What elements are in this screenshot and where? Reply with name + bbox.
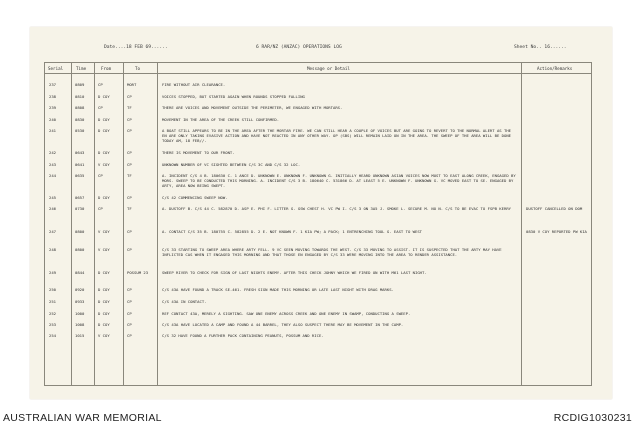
log-message: A. INCIDENT C/S 4 B. 180630 C. 1 ANCE D. UNKNOWN E. UNKNOWN F. UNKNOWN G. INITIALLY HEARD UNKNOWN ASIAN VOICES NOW MUST TO EAST ALONG CREEK, ENGAGED BY MORS. SWEEP TO BE CONDUCTED THIS MORNING. A. INCIDENT C/S 3 B. 180640 C. 531866 D. AT LEAST 5 E. UNKNOWN F. UNKNOWN G. VC MOVED EAST TO SE. ENGAGED BY ARTY, AREA NOW BEING SWEPT.	[162, 173, 516, 188]
log-to: CP	[127, 128, 132, 133]
log-message: THERE IS MOVEMENT TO OUR FRONT.	[162, 150, 235, 155]
log-time: 0635	[75, 173, 85, 178]
log-from: D COY	[98, 287, 110, 292]
log-message: UNKNOWN NUMBER OF VC SIGHTED BETWEEN C/S 3C AND C/S 32 LOC.	[162, 162, 301, 167]
log-to: POSSUM 23	[127, 270, 149, 275]
log-from: CP	[98, 82, 103, 87]
log-message: C/S 43A HAVE FOUND A TRACK SE.461. FRESH SIGN MADE THIS MORNING OR LATE LAST NIGHT WITH DRAG MARKS.	[162, 287, 394, 292]
sheet-number: Sheet No.. 16......	[514, 45, 567, 50]
col-from: From	[101, 66, 112, 71]
log-to: TF	[127, 105, 132, 110]
log-message: C/S 33 STARTING TO SWEEP AREA WHERE ARTY FELL. 9 VC SEEN MOVING TOWARDS THE WEST. C/S 33 MOVING TO ASSIST. IT IS SUSPECTED THAT THE ARTY MAY HAVE INFLICTED CAS WHEN IT ENGAGED THIS MORNING AND THAT THOSE EN ENGAGED BY C/S 33 WERE MOVING INTO THE AREA TO RENDER ASSISTANCE.	[162, 247, 502, 257]
log-time: 0730	[75, 206, 85, 211]
log-serial: 243	[49, 162, 57, 167]
col-action: Action/Remarks	[537, 66, 573, 71]
log-from: D COY	[98, 195, 110, 200]
log-from: D COY	[98, 150, 110, 155]
log-from: D COY	[98, 94, 110, 99]
log-title: 6 RAR/NZ (ANZAC) OPERATIONS LOG	[256, 45, 342, 50]
log-message: C/S 42 COMMENCING SWEEP NOW.	[162, 195, 228, 200]
log-to: CP	[127, 311, 132, 316]
log-time: 0800	[75, 229, 85, 234]
log-from: CP	[98, 105, 103, 110]
log-time: 1000	[75, 311, 85, 316]
log-to: CP	[127, 162, 132, 167]
log-from: D COY	[98, 299, 110, 304]
log-time: 1008	[75, 322, 85, 327]
log-to: CP	[127, 229, 132, 234]
log-action: 0830 V COY REPORTED PW KIA	[526, 229, 587, 234]
log-time: 1015	[75, 333, 85, 338]
log-serial: 247	[49, 229, 57, 234]
log-message: VOICES STOPPED, BUT STARTED AGAIN WHEN ROUNDS STOPPED FALLING	[162, 94, 305, 99]
log-message: THERE ARE VOICES AND MOVEMENT OUTSIDE THE PERIMETER, WE ENGAGED WITH MORTARS.	[162, 105, 343, 110]
log-message: C/S 32 HAVE FOUND A FURTHER PACK CONTAINING PEANUTS, POSSUM AND RICE.	[162, 333, 324, 338]
log-time: 0657	[75, 195, 85, 200]
log-to: CP	[127, 299, 132, 304]
log-from: CP	[98, 206, 103, 211]
log-time: 0808	[75, 105, 85, 110]
archive-name: AUSTRALIAN WAR MEMORIAL	[3, 412, 162, 424]
log-serial: 238	[49, 94, 57, 99]
log-time: 0641	[75, 162, 85, 167]
archive-footer	[0, 405, 640, 429]
log-message: FIRE WITHOUT AIR CLEARANCE.	[162, 82, 226, 87]
log-message: REF CONTACT 43A, MERELY A SIGHTING. SAW ONE ENEMY ACROSS CREEK AND ONE ENEMY IN SWAMP, CONDUCTING A SWEEP.	[162, 311, 411, 316]
log-message: C/S 43A HAVE LOCATED A CAMP AND FOUND A 44 BARREL, THEY ALSO SUSPECT THERE MAY BE MOVEMENT IN THE CAMP.	[162, 322, 404, 327]
log-serial: 252	[49, 311, 57, 316]
log-time: 0809	[75, 82, 85, 87]
log-to: CP	[127, 247, 132, 252]
log-message: SWEEP RIVER TO CHECK FOR SIGN OF LAST NIGHTS ENEMY. AFTER THIS CHECK JOHNY WHICH WE FIRED ON WITH M61 LAST NIGHT.	[162, 270, 427, 275]
log-serial: 249	[49, 270, 57, 275]
log-from: D COY	[98, 311, 110, 316]
log-to: CP	[127, 333, 132, 338]
log-message: A BOAT STILL APPEARS TO BE IN THE AREA AFTER THE MORTAR FIRE. WE CAN STILL HEAR A COUPLE OF VOICES BUT ARE GOING TO REVERT TO THE NORMAL ALERT AS THE EN ARE ONLY TAKING EVASIVE ACTION AND HAVE NOT REACTED IN ANY OTHER WAY. OP (SBS) WILL REMAIN LAID ON IN THE AREA. THE SWEEP OF THE AREA WILL BE DONE TODAY AM, 18 FEB//.	[162, 128, 512, 143]
log-serial: 240	[49, 117, 57, 122]
log-message: MOVEMENT IN THE AREA OF THE CREEK STILL CONFIRMED.	[162, 117, 280, 122]
log-from: D COY	[98, 322, 110, 327]
log-to: TF	[127, 206, 132, 211]
log-time: 0933	[75, 299, 85, 304]
log-time: 0920	[75, 287, 85, 292]
col-to: To	[135, 66, 141, 71]
log-message: C/S 43A IN CONTACT.	[162, 299, 207, 304]
log-time: 0810	[75, 94, 85, 99]
log-to: TF	[127, 173, 132, 178]
log-action: DUSTOFF CANCELLED ON DOM	[526, 206, 583, 211]
log-serial: 241	[49, 128, 57, 133]
archive-reference: RCDIG1030231	[553, 412, 632, 424]
log-serial: 251	[49, 299, 57, 304]
log-serial: 242	[49, 150, 57, 155]
log-from: V COY	[98, 333, 110, 338]
log-to: CP	[127, 322, 132, 327]
col-message: Message or Detail	[307, 66, 350, 71]
log-serial: 244	[49, 173, 57, 178]
log-from: V COY	[98, 247, 110, 252]
log-serial: 237	[49, 82, 57, 87]
log-serial: 253	[49, 322, 57, 327]
log-time: 0800	[75, 247, 85, 252]
log-serial: 248	[49, 247, 57, 252]
log-from: V COY	[98, 162, 110, 167]
log-date: Date....18 FEB 69......	[104, 45, 168, 50]
log-serial: 239	[49, 105, 57, 110]
log-serial: 250	[49, 287, 57, 292]
log-message: A. CONTACT C/S 35 B. 180755 C. 582855 D. 2 E. NOT KNOWN F. 1 KIA PW; A PACK; 1 ENTRENCHING TOOL G. EAST TO WEST	[162, 229, 423, 234]
operations-log-table	[44, 62, 592, 386]
log-to: CP	[127, 94, 132, 99]
col-time: Time	[76, 66, 87, 71]
log-from: D COY	[98, 117, 110, 122]
log-time: 0844	[75, 270, 85, 275]
log-time: 0530	[75, 128, 85, 133]
log-serial: 246	[49, 206, 57, 211]
log-to: CP	[127, 117, 132, 122]
log-from: D COY	[98, 128, 110, 133]
log-time: 0830	[75, 117, 85, 122]
log-serial: 254	[49, 333, 57, 338]
log-serial: 245	[49, 195, 57, 200]
log-time: 0643	[75, 150, 85, 155]
log-from: D COY	[98, 270, 110, 275]
col-serial: Serial	[48, 66, 64, 71]
log-from: CP	[98, 173, 103, 178]
log-to: CP	[127, 150, 132, 155]
log-from: V COY	[98, 229, 110, 234]
log-message: A. DUSTOFF B. C/S 44 C. 582870 D. ASP E. PHI F. LITTER G. GSW CHEST H. VC PW I. C/S 3 ON 3A5 J. SMOKE L. SECURE M. NO N. C/S TO BE EVAC TO FSPB KERRY	[162, 206, 512, 211]
log-to: MORT	[127, 82, 137, 87]
log-to: CP	[127, 195, 132, 200]
log-to: CP	[127, 287, 132, 292]
